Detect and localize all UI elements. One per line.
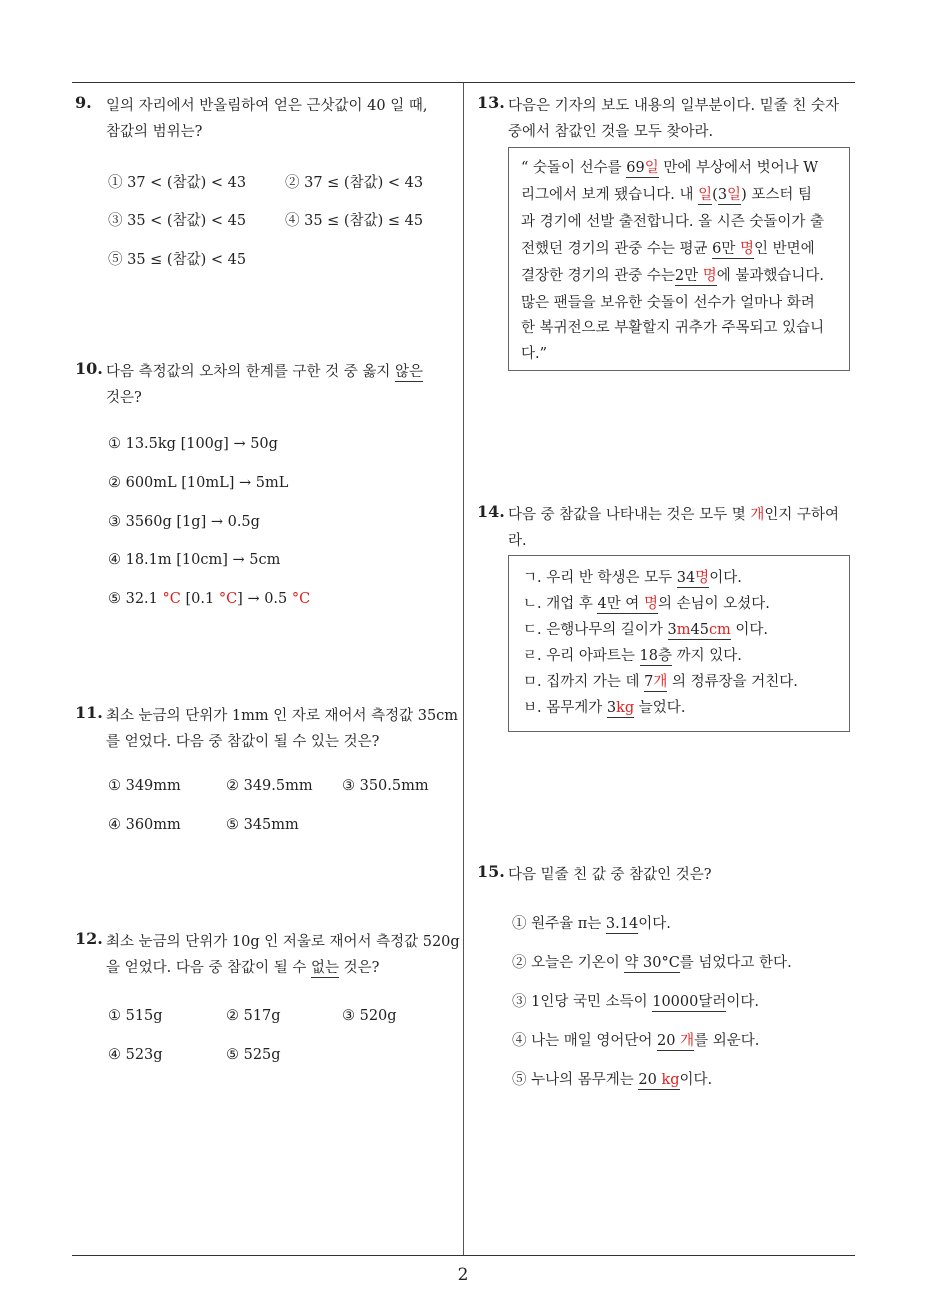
question-number: 11. [75, 703, 103, 722]
excerpt-line: 한 복귀전으로 부활할지 귀추가 주목되고 있습니 [521, 320, 825, 336]
page-number: 2 [457, 1265, 469, 1285]
option-1: ① 349mm [108, 778, 181, 794]
option-2: ② 349.5mm [226, 778, 313, 794]
question-number: 14. [477, 502, 505, 521]
option-1: ① 원주율 π는 3.14이다. [512, 916, 671, 932]
question-text: 라. [508, 533, 527, 549]
option-3: ③ 520g [342, 1008, 397, 1024]
excerpt-line: 다.” [521, 346, 548, 362]
question-number: 15. [477, 862, 505, 881]
option-4: ④ 18.1m [10cm] → 5cm [108, 552, 281, 568]
question-text: 중에서 참값인 것을 모두 찾아라. [508, 124, 714, 140]
option-5: ⑤ 345mm [226, 817, 299, 833]
excerpt-line: 전했던 경기의 관중 수는 평균 6만 명인 반면에 [521, 241, 815, 257]
option-3: ③ 350.5mm [342, 778, 429, 794]
option-5: ⑤ 누나의 몸무게는 20 kg이다. [512, 1072, 713, 1088]
excerpt-line: “ 숫돌이 선수를 69일 만에 부상에서 벗어나 W [521, 160, 819, 176]
question-text: 다음 중 참값을 나타내는 것은 모두 몇 개인지 구하여 [508, 507, 840, 523]
underlined-word: 없는 [310, 960, 339, 976]
statement-item: ㄱ. 우리 반 학생은 모두 34명이다. [523, 570, 742, 586]
question-text: 다음 측정값의 오차의 한계를 구한 것 중 옳지 않은 [106, 364, 424, 380]
question-number: 10. [75, 359, 103, 378]
option-4: ④ 523g [108, 1047, 163, 1063]
question-number: 13. [477, 93, 505, 112]
option-1: ① 37 < (참값) < 43 [108, 175, 247, 191]
excerpt-line: 결장한 경기의 관중 수는2만 명에 불과했습니다. [521, 268, 825, 284]
question-text: 최소 눈금의 단위가 10g 인 저울로 재어서 측정값 520g [106, 934, 460, 950]
option-2: ② 37 ≤ (참값) < 43 [285, 175, 424, 191]
option-2: ② 517g [226, 1008, 281, 1024]
question-text: 다음 밑줄 친 값 중 참값인 것은? [508, 867, 712, 883]
question-text: 을 얻었다. 다음 중 참값이 될 수 없는 것은? [106, 960, 380, 976]
statements-box [508, 555, 850, 732]
option-4: ④ 나는 매일 영어단어 20 개를 외운다. [512, 1033, 760, 1049]
option-3: ③ 1인당 국민 소득이 10000달러이다. [512, 994, 759, 1010]
option-4: ④ 35 ≤ (참값) ≤ 45 [285, 213, 424, 229]
option-3: ③ 35 < (참값) < 45 [108, 213, 247, 229]
question-number: 12. [75, 929, 103, 948]
question-text: 를 얻었다. 다음 중 참값이 될 수 있는 것은? [106, 734, 380, 750]
question-text: 최소 눈금의 단위가 1mm 인 자로 재어서 측정값 35cm [106, 708, 459, 724]
statement-item: ㄷ. 은행나무의 길이가 3m45cm 이다. [523, 622, 769, 638]
option-2: ② 600mL [10mL] → 5mL [108, 475, 289, 491]
statement-item: ㄹ. 우리 아파트는 18층 까지 있다. [523, 648, 742, 664]
option-1: ① 515g [108, 1008, 163, 1024]
option-5: ⑤ 525g [226, 1047, 281, 1063]
question-number: 9. [75, 93, 92, 112]
option-3: ③ 3560g [1g] → 0.5g [108, 514, 260, 530]
underlined-word: 않은 [395, 364, 424, 380]
option-1: ① 13.5kg [100g] → 50g [108, 436, 278, 452]
question-text: 참값의 범위는? [106, 124, 203, 140]
statement-item: ㅁ. 집까지 가는 데 7개 의 정류장을 거친다. [523, 674, 798, 690]
question-text: 일의 자리에서 반올림하여 얻은 근삿값이 40 일 때, [106, 98, 428, 114]
question-text: 다음은 기자의 보도 내용의 일부분이다. 밑줄 친 숫자 [508, 98, 840, 114]
option-5: ⑤ 35 ≤ (참값) < 45 [108, 252, 247, 268]
option-4: ④ 360mm [108, 817, 181, 833]
column-divider [463, 83, 464, 1255]
news-excerpt-box [508, 147, 850, 371]
excerpt-line: 리그에서 보게 됐습니다. 내 일(3일) 포스터 팀 [521, 187, 812, 203]
bottom-rule [72, 1255, 855, 1256]
statement-item: ㅂ. 몸무게가 3kg 늘었다. [523, 700, 686, 716]
statement-item: ㄴ. 개업 후 4만 여 명의 손님이 오셨다. [523, 596, 770, 612]
excerpt-line: 과 경기에 선발 출전합니다. 올 시즌 숫돌이가 출 [521, 214, 825, 230]
excerpt-line: 많은 팬들을 보유한 숫돌이 선수가 얼마나 화려 [521, 295, 815, 311]
option-5: ⑤ 32.1 °C [0.1 °C] → 0.5 °C [108, 591, 311, 607]
question-text: 것은? [106, 390, 142, 406]
option-2: ② 오늘은 기온이 약 30°C를 넘었다고 한다. [512, 955, 792, 971]
